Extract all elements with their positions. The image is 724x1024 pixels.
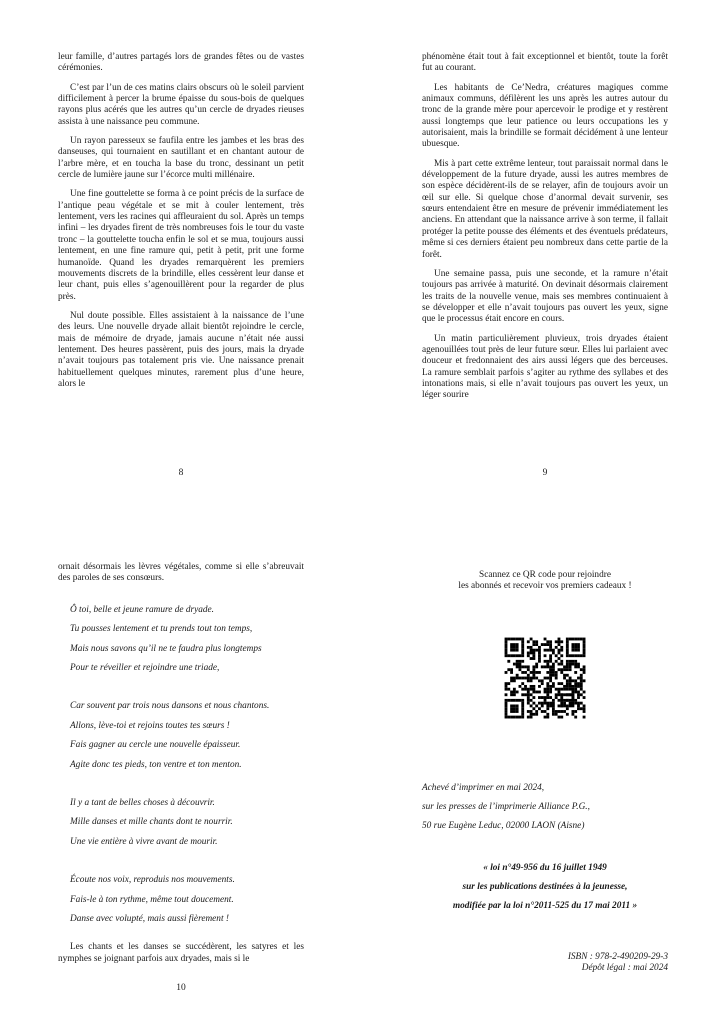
legal-info bbox=[422, 952, 668, 975]
verse: Pour te réveiller et rejoindre une triade, bbox=[70, 662, 220, 673]
verse: Danse avec volupté, mais aussi fièrement ! bbox=[70, 913, 229, 924]
verse: Ô toi, belle et jeune ramure de dryade. bbox=[70, 604, 214, 615]
printer-line: sur les presses de l’imprimerie Alliance P.G., bbox=[422, 801, 590, 812]
verse: Agite donc tes pieds, ton ventre et ton menton. bbox=[70, 759, 242, 770]
verse: Écoute nos voix, reproduis nos mouvements. bbox=[70, 875, 235, 886]
verse: Une vie entière à vivre avant de mourir. bbox=[70, 836, 218, 847]
qr-caption bbox=[422, 570, 668, 593]
paragraph: phénomène était tout à fait exceptionnel et bientôt, toute la forêt fut au courant. bbox=[422, 52, 668, 74]
verse: Il y a tant de belles choses à découvrir. bbox=[70, 797, 215, 808]
paragraph: Mis à part cette extrême lenteur, tout paraissait normal dans le développement de la future dryade, aussi les autres membres de son espèce décidèrent-ils de se relayer, afin de toujours avoir un œil sur elle. Si quelque chose d’anormal devait survenir, ses sœurs entendaient être en mesure de prévenir immédiatement les anciens. En attendant que la naissance arrive à son terme, il fallait protéger la petite pousse des éléments et des éventuels prédateurs, même si ces derniers étaient peu nombreux dans cette partie de la forêt. bbox=[422, 158, 668, 260]
verse: Tu pousses lentement et tu prends tout ton temps, bbox=[70, 624, 253, 635]
paragraph: C’est par l’un de ces matins clairs obscurs où le soleil parvient difficilement à percer la brume épaisse du sous-bois de quelques rayons plus acérés que les autres qu’un cercle de dryades rieuses assista à une naissance peu commune. bbox=[58, 82, 304, 127]
law-notice bbox=[422, 859, 668, 916]
page-number: 8 bbox=[178, 468, 184, 478]
paragraph: Une fine gouttelette se forma à ce point précis de la surface de l’antique peau végétale et se mit à couler lentement, très lentement, vers les racines qui affleuraient du sol. Après un temps infini – les dryades firent de très nombreuses fois le tour du vaste tronc – la gouttelette toucha enfin le sol et se mua, toujours aussi lentement, en une fine ramure qui, petit à petit, prit une forme humanoïde. Quand les dryades remarquèrent les premiers mouvements discrets de la brindille, elles cessèrent leur danse et leur chant, puis elles s’agenouillèrent pour la regarder de plus près. bbox=[58, 189, 304, 302]
page-8 bbox=[58, 52, 304, 398]
paragraph: Nul doute possible. Elles assistaient à la naissance de l’une des leurs. Une nouvelle dryade allait bientôt rejoindre le cercle, mais de mémoire de dryade, jamais aucune n’était née aussi lentement. Des heures passèrent, puis des jours, mais la dryade n’avait toujours pas totalement pris vie. Une naissance prenait habituellement quelques minutes, rarement plus d’une heure, alors le bbox=[58, 310, 304, 389]
paragraph: Un matin particulièrement pluvieux, trois dryades étaient agenouillées tout près de leur future sœur. Elles lui parlaient avec douceur et fredonnaient des airs aussi légers que des berceuses. La ramure semblait parfois s’agiter au rythme des syllabes et des intonations mais, si elle n’avait toujours pas ouvert les yeux, un léger sourire bbox=[422, 333, 668, 401]
printer-info bbox=[422, 779, 668, 836]
qr-code-container bbox=[422, 632, 668, 724]
qr-caption-line: Scannez ce QR code pour rejoindre bbox=[479, 570, 611, 580]
law-line: sur les publications destinées à la jeunesse, bbox=[462, 881, 628, 892]
isbn: ISBN : 978-2-490209-29-3 bbox=[567, 951, 668, 962]
verse: Fais gagner au cercle une nouvelle épaisseur. bbox=[70, 740, 241, 751]
verse: Allons, lève-toi et rejoins toutes tes sœurs ! bbox=[70, 720, 230, 731]
qr-caption-line: les abonnés et recevoir vos premiers cadeaux ! bbox=[458, 581, 632, 592]
paragraph: Les habitants de Ce’Nedra, créatures magiques comme animaux communs, défilèrent les uns après les autres autour du tronc de la grande mère pour apercevoir le prodige et y restèrent aussi longtemps que leur patience ou leurs occupations les y autorisaient, mais la brindille se formait décidément à une lenteur ubuesque. bbox=[422, 82, 668, 150]
paragraph: Les chants et les danses se succédèrent, les satyres et les nymphes se joignant parfois aux dryades, mais si le bbox=[58, 942, 304, 964]
colophon-page bbox=[422, 562, 668, 974]
verse: Mille danses et mille chants dont te nourrir. bbox=[70, 817, 233, 828]
law-line: modifiée par la loi n°2011-525 du 17 mai 2011 » bbox=[452, 900, 638, 911]
page-9 bbox=[422, 52, 668, 410]
printer-line: Achevé d’imprimer en mai 2024, bbox=[422, 782, 545, 793]
qr-code[interactable] bbox=[499, 632, 591, 724]
stanza bbox=[70, 871, 304, 929]
stanza bbox=[70, 697, 304, 775]
law-line: « loi n°49-956 du 16 juillet 1949 bbox=[483, 862, 607, 873]
poem bbox=[70, 601, 304, 930]
paragraph: Un rayon paresseux se faufila entre les jambes et les bras des danseuses, qui tournaient en sautillant et en chantant autour de l’arbre mère, et en toucha la base du tronc, dessinant un petit cercle de lumière jaune sur l’écorce multi millénaire. bbox=[58, 136, 304, 181]
verse: Mais nous savons qu’il ne te faudra plus longtemps bbox=[70, 643, 262, 654]
paragraph: Une semaine passa, puis une seconde, et la ramure n’était toujours pas arrivée à maturité. On devinait désormais clairement les traits de la nouvelle venue, mais ses membres continuaient à se développer et elle n’avait toujours pas ouvert les yeux, signe que le processus était encore en cours. bbox=[422, 268, 668, 325]
verse: Fais-le à ton rythme, même tout doucement. bbox=[70, 894, 234, 905]
legal-deposit: Dépôt légal : mai 2024 bbox=[581, 963, 668, 974]
printer-line: 50 rue Eugène Leduc, 02000 LAON (Aisne) bbox=[422, 820, 585, 831]
page-number: 9 bbox=[542, 468, 548, 478]
page-10 bbox=[58, 562, 304, 973]
paragraph: leur famille, d’autres partagés lors de grandes fêtes ou de vastes cérémonies. bbox=[58, 52, 304, 74]
stanza bbox=[70, 794, 304, 852]
paragraph: ornait désormais les lèvres végétales, comme si elle s’abreuvait des paroles de ses consœurs. bbox=[58, 562, 304, 584]
stanza bbox=[70, 601, 304, 679]
page-number: 10 bbox=[176, 983, 186, 993]
verse: Car souvent par trois nous dansons et nous chantons. bbox=[70, 701, 270, 712]
